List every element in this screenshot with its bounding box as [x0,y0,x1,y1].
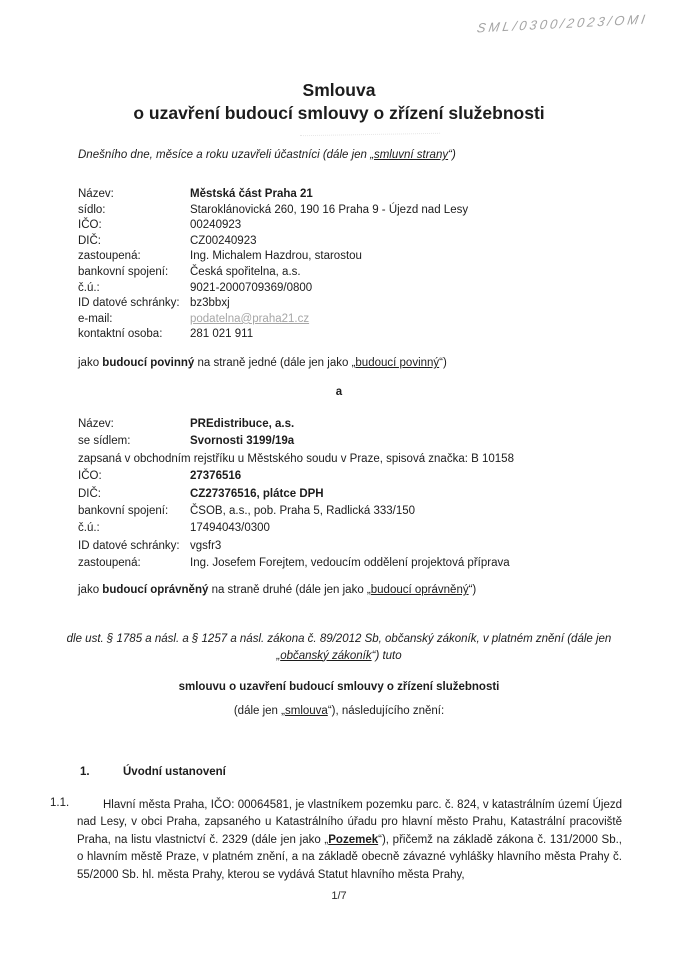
field-label: ID datové schránky: [78,539,180,552]
field-value: PREdistribuce, a.s. [190,418,295,430]
party1-row-dic [78,234,642,250]
party1-role-line [78,357,638,369]
intro-line [78,149,638,161]
field-label: Název: [78,418,114,430]
field-value: Česká spořitelna, a.s. [190,265,301,278]
party1-row-zastoupena [78,249,642,265]
party2-row-sidlo [78,433,642,450]
field-label: č.ú.: [78,281,100,294]
party1-row-sidlo [78,203,642,219]
field-value: CZ27376516, plátce DPH [190,487,324,500]
role-close: “) [468,584,477,596]
handwritten-file-reference: SML/0300/2023/OMI [475,11,650,36]
field-label: zastoupená: [78,557,141,570]
scan-artifact [300,127,440,136]
party1-row-ico [78,218,642,234]
field-value: ČSOB, a.s., pob. Praha 5, Radlická 333/150 [190,505,416,518]
intro-term: smluvní strany [373,149,449,161]
field-value: Ing. Josefem Forejtem, vedoucím oddělení projektová příprava [190,557,510,570]
role-term-underlined: budoucí povinný [355,357,440,369]
title-line-2: o uzavření budoucí smlouvy o zřízení služebnosti [133,103,545,123]
party2-row-dic [78,486,642,503]
field-value: Svornosti 3199/19a [190,435,295,448]
role-term-bold: budoucí oprávněný [102,584,209,596]
field-value: 9021-2000709369/0800 [190,281,313,294]
field-label: bankovní spojení: [78,505,169,518]
role-term-underlined: budoucí oprávněný [370,584,469,596]
field-label: e-mail: [78,312,113,325]
email-link: podatelna@praha21.cz [190,312,310,325]
party2-row-zastoupena [78,555,642,572]
role-text: jako [78,357,103,369]
field-label: DIČ: [78,234,101,247]
field-label: DIČ: [78,487,101,500]
party2-registry-line: zapsaná v obchodním rejstříku u Městského soudu v Praze, spisová značka: B 10158 [78,452,514,465]
field-label: ID datové schránky: [78,297,180,310]
clause-defined-term: Pozemek [328,833,379,846]
party1-block [78,187,642,343]
role-text: na straně druhé (dále jen jako „ [208,584,371,596]
role-text: na straně jedné (dále jen jako „ [194,357,356,369]
page-number: 1/7 [331,890,347,902]
party1-row-datovka [78,296,642,312]
clause-1-1-number: 1.1. [50,797,70,809]
field-label: IČO: [78,219,102,232]
preamble-term: občanský zákoník [280,649,372,662]
party2-row-nazev [78,416,642,433]
clause-text: “), přičemž na základě zákona č. 131/2000 Sb., o hlavním městě Praze, v platném znění, a na základě obecně závazné vyhlášky hlavního města Prahy č. 55/2000 Sb. hl. města Prahy, kterou se vydává Statut hlavního města Prahy, [77,833,622,881]
contract-sub-line [0,705,678,717]
party1-row-kontakt [78,327,642,343]
section-1-heading [80,766,226,778]
section-number: 1. [80,766,90,778]
party2-row-banka [78,503,642,520]
party2-row-ico [78,468,642,485]
field-label: IČO: [78,470,102,483]
party1-row-nazev [78,187,642,203]
intro-close: “) [448,149,456,161]
sub-close: “), následujícího znění: [327,705,445,717]
field-value: Ing. Michalem Hazdrou, starostou [190,250,362,263]
field-value: CZ00240923 [190,234,257,247]
field-label: č.ú.: [78,522,100,535]
preamble-text: dle ust. § 1785 a násl. a § 1257 a násl. zákona č. 89/2012 Sb, občanský zákoník, v platném znění (dále jen „ [66,633,612,662]
role-text: jako [78,584,103,596]
section-title: Úvodní ustanovení [123,766,226,778]
party2-block [78,416,642,573]
field-value: Městská část Praha 21 [190,188,313,200]
field-value: 281 021 911 [190,328,254,341]
field-label: se sídlem: [78,435,131,448]
title-line-1: Smlouva [302,80,376,100]
intro-text: Dnešního dne, měsíce a roku uzavřeli účastníci (dále jen „ [78,149,374,161]
clause-text: Hlavní města Praha, IČO: 00064581, je vlastníkem pozemku parc. č. 824, v katastrálním území Újezd nad Lesy, v obci Praha, zapsaného u Katastrálního úřadu pro hlavní město Prahu, Katastrální pracoviště Praha, na listu vlastnictví č. 2329 (dále jen jako „ [77,799,622,846]
document-title [0,79,678,125]
field-value: vgsfr3 [190,539,222,552]
preamble-close: “) tuto [371,649,402,662]
parties-separator: a [335,386,343,398]
legal-preamble [58,631,620,664]
party1-row-banka [78,265,642,281]
field-label: kontaktní osoba: [78,328,163,341]
party2-role-line [78,584,638,596]
party2-row-ucet [78,520,642,537]
role-term-bold: budoucí povinný [102,357,195,369]
party2-row-datovka [78,538,642,555]
field-label: bankovní spojení: [78,265,169,278]
field-value: 17494043/0300 [190,522,270,535]
sub-text: (dále jen „ [233,705,285,717]
party1-row-ucet [78,281,642,297]
field-label: zastoupená: [78,250,141,263]
party1-row-email [78,312,642,328]
field-value: 27376516 [190,470,242,483]
field-value: bz3bbxj [190,297,230,310]
role-close: “) [439,357,447,369]
field-label: Název: [78,188,114,200]
field-label: sídlo: [78,203,106,216]
sub-term: smlouva [284,705,328,717]
contract-name-line: smlouvu o uzavření budoucí smlouvy o zřízení služebnosti [178,681,500,693]
field-value: Staroklánovická 260, 190 16 Praha 9 - Újezd nad Lesy [190,203,469,216]
clause-1-1-body [77,797,622,884]
field-value: 00240923 [190,219,242,232]
